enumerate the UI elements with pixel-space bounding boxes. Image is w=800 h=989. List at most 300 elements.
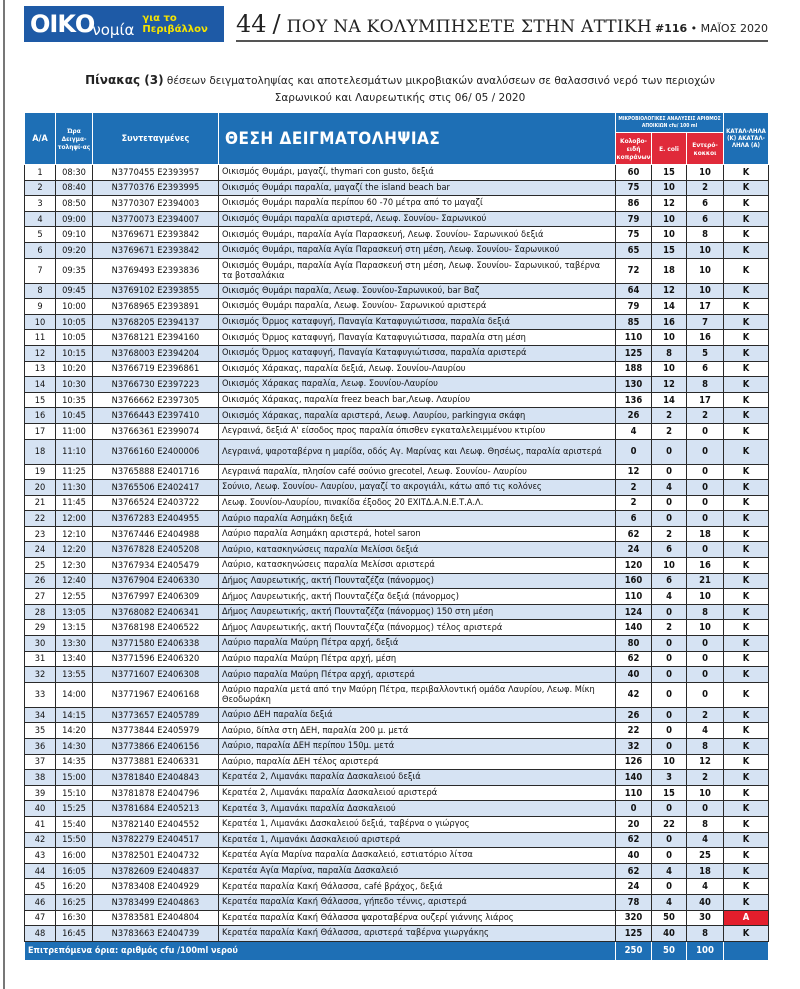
- coordinates: N3783663 E2404739: [93, 926, 219, 942]
- enterococci-value: 8: [687, 816, 724, 832]
- limit-enterococci: 100: [687, 941, 724, 960]
- table-row: [25, 439, 769, 464]
- ecoli-value: 12: [652, 283, 687, 299]
- table-row: [25, 589, 769, 605]
- page-header: [236, 6, 768, 42]
- enterococci-value: 30: [687, 910, 724, 926]
- ecoli-value: 0: [652, 682, 687, 707]
- row-number: 21: [25, 495, 56, 511]
- classification-value: Κ: [724, 408, 769, 424]
- ecoli-value: 0: [652, 739, 687, 755]
- coliforms-value: 32: [616, 739, 652, 755]
- enterococci-value: 7: [687, 314, 724, 330]
- row-number: 45: [25, 879, 56, 895]
- sample-time: 12:20: [56, 542, 93, 558]
- coliforms-value: 60: [616, 165, 652, 181]
- enterococci-value: 8: [687, 604, 724, 620]
- table-row: [25, 330, 769, 346]
- coliforms-value: 40: [616, 667, 652, 683]
- coordinates: N3768003 E2394204: [93, 345, 219, 361]
- header-enterococci: Εντερό-κοκκοι: [687, 133, 724, 165]
- coliforms-value: 20: [616, 816, 652, 832]
- coordinates: N3773657 E2405789: [93, 707, 219, 723]
- sample-time: 10:05: [56, 330, 93, 346]
- ecoli-value: 12: [652, 196, 687, 212]
- table-footer-limits: [25, 941, 769, 960]
- ecoli-value: 0: [652, 707, 687, 723]
- classification-value: Κ: [724, 667, 769, 683]
- enterococci-value: 8: [687, 227, 724, 243]
- table-row: [25, 651, 769, 667]
- enterococci-value: 0: [687, 542, 724, 558]
- coliforms-value: 130: [616, 377, 652, 393]
- classification-value: Κ: [724, 770, 769, 786]
- sampling-location: Λαύριο, δίπλα στη ΔΕΗ, παραλία 200 μ. μετά: [219, 723, 616, 739]
- coordinates: N3773866 E2406156: [93, 739, 219, 755]
- sampling-location: Λαύριο παραλία Μαύρη Πέτρα αρχή, μέση: [219, 651, 616, 667]
- classification-value: Κ: [724, 423, 769, 439]
- table-row: [25, 345, 769, 361]
- ecoli-value: 3: [652, 770, 687, 786]
- sample-time: 12:55: [56, 589, 93, 605]
- classification-value: Κ: [724, 573, 769, 589]
- classification-value: Κ: [724, 299, 769, 315]
- sample-time: 09:00: [56, 211, 93, 227]
- row-number: 3: [25, 196, 56, 212]
- coliforms-value: 42: [616, 682, 652, 707]
- coliforms-value: 75: [616, 180, 652, 196]
- coliforms-value: 160: [616, 573, 652, 589]
- sample-time: 13:55: [56, 667, 93, 683]
- table-row: [25, 848, 769, 864]
- coordinates: N3767283 E2404955: [93, 511, 219, 527]
- classification-value: Κ: [724, 330, 769, 346]
- classification-value: Κ: [724, 926, 769, 942]
- sample-time: 11:30: [56, 480, 93, 496]
- table-body: [25, 165, 769, 942]
- ecoli-value: 0: [652, 651, 687, 667]
- ecoli-value: 0: [652, 511, 687, 527]
- coliforms-value: 125: [616, 926, 652, 942]
- coordinates: N3769671 E2393842: [93, 242, 219, 258]
- table-row: [25, 377, 769, 393]
- sampling-location: Δήμος Λαυρεωτικής, ακτή Πουνταζέζα (πάνορμος): [219, 573, 616, 589]
- table-row: [25, 739, 769, 755]
- sampling-location: Κερατέα Αγία Μαρίνα παραλία Δασκαλειό, εστιατόριο λίτσα: [219, 848, 616, 864]
- sampling-location: Δήμος Λαυρεωτικής, ακτή Πουνταζέζα (πάνορμος) τέλος αριστερά: [219, 620, 616, 636]
- enterococci-value: 8: [687, 739, 724, 755]
- sampling-location: Οικισμός Χάρακας, παραλία δεξιά, Λεωφ. Σουνίου-Λαυρίου: [219, 361, 616, 377]
- header-micro-group: ΜΙΚΡΟΒΙΟΛΟΓΙΚΕΣ ΑΝΑΛΥΣΕΙΣ ΑΡΙΘΜΟΣ ΑΠΟΙΚΙΩΝ cfu/ 100 ml: [616, 113, 724, 133]
- enterococci-value: 10: [687, 258, 724, 283]
- coordinates: N3765506 E2402417: [93, 480, 219, 496]
- table-row: [25, 299, 769, 315]
- enterococci-value: 10: [687, 165, 724, 181]
- sampling-results-table: [24, 112, 769, 961]
- sample-time: 12:40: [56, 573, 93, 589]
- sampling-location: Λαύριο παραλία Ασημάκη δεξιά: [219, 511, 616, 527]
- coordinates: N3771580 E2406338: [93, 636, 219, 652]
- table-row: [25, 754, 769, 770]
- classification-value: Κ: [724, 196, 769, 212]
- classification-value: Κ: [724, 314, 769, 330]
- ecoli-value: 18: [652, 258, 687, 283]
- sampling-location: Κερατέα 2, Λιμανάκι παραλία Δασκαλειού δεξιά: [219, 770, 616, 786]
- sample-time: 16:25: [56, 894, 93, 910]
- sampling-location: Κερατέα 1, Λιμανάκι Δασκαλειού δεξιά, ταβέρνα ο γιώργος: [219, 816, 616, 832]
- sampling-location: Λαύριο ΔΕΗ παραλία δεξιά: [219, 707, 616, 723]
- coliforms-value: 126: [616, 754, 652, 770]
- row-number: 6: [25, 242, 56, 258]
- ecoli-value: 0: [652, 604, 687, 620]
- sample-time: 15:10: [56, 785, 93, 801]
- sample-time: 13:30: [56, 636, 93, 652]
- sampling-location: Οικισμός Θυμάρι παραλία, μαγαζί the island beach bar: [219, 180, 616, 196]
- enterococci-value: 6: [687, 211, 724, 227]
- row-number: 7: [25, 258, 56, 283]
- sampling-location: Κερατέα παραλία Κακή Θάλασσα, αριστερά ταβέρνα γιωργάκης: [219, 926, 616, 942]
- ecoli-value: 10: [652, 180, 687, 196]
- coliforms-value: 12: [616, 464, 652, 480]
- sampling-location: Λαύριο παραλία μετά από την Μαύρη Πέτρα, περιβαλλοντική ομάδα Λαυρίου, Λεωφ. Μίκη Θεοδωράκη: [219, 682, 616, 707]
- classification-value: Κ: [724, 345, 769, 361]
- table-row: [25, 879, 769, 895]
- ecoli-value: 10: [652, 361, 687, 377]
- classification-value: Κ: [724, 211, 769, 227]
- sampling-location: Λεγραινά, δεξιά Α' είσοδος προς παραλία όπισθεν εγκαταλελειμμένου κτιρίου: [219, 423, 616, 439]
- table-row: [25, 863, 769, 879]
- classification-value: Κ: [724, 801, 769, 817]
- classification-value: Κ: [724, 439, 769, 464]
- classification-value: Κ: [724, 392, 769, 408]
- row-number: 40: [25, 801, 56, 817]
- row-number: 28: [25, 604, 56, 620]
- ecoli-value: 10: [652, 227, 687, 243]
- classification-value: Κ: [724, 863, 769, 879]
- sampling-location: Λεγραινά παραλία, πλησίον café σούνιο grecotel, Λεωφ. Σουνίου- Λαυρίου: [219, 464, 616, 480]
- issue-separator: •: [690, 22, 698, 35]
- classification-value: Κ: [724, 526, 769, 542]
- limits-label: Επιτρεπόμενα όρια: αριθμός cfu /100ml νερού: [25, 941, 616, 960]
- classification-value: Κ: [724, 636, 769, 652]
- ecoli-value: 6: [652, 573, 687, 589]
- sample-time: 12:30: [56, 558, 93, 574]
- sample-time: 14:35: [56, 754, 93, 770]
- coliforms-value: 26: [616, 408, 652, 424]
- ecoli-value: 15: [652, 785, 687, 801]
- sampling-location: Οικισμός Θυμάρι, μαγαζί, thymari con gusto, δεξιά: [219, 165, 616, 181]
- sample-time: 10:15: [56, 345, 93, 361]
- coliforms-value: 120: [616, 558, 652, 574]
- coliforms-value: 188: [616, 361, 652, 377]
- sampling-location: Οικισμός Χάρακας, παραλία freez beach bar,Λεωφ. Λαυρίου: [219, 392, 616, 408]
- coordinates: N3782140 E2404552: [93, 816, 219, 832]
- coliforms-value: 110: [616, 589, 652, 605]
- sample-time: 15:50: [56, 832, 93, 848]
- coliforms-value: 26: [616, 707, 652, 723]
- sampling-location: Σούνιο, Λεωφ. Σουνίου- Λαυρίου, μαγαζί το ακρογιάλι, κάτω από τις κολόνες: [219, 480, 616, 496]
- coliforms-value: 136: [616, 392, 652, 408]
- classification-value: Κ: [724, 542, 769, 558]
- sample-time: 08:30: [56, 165, 93, 181]
- magazine-logo: [24, 6, 224, 42]
- sampling-location: Οικισμός Θυμάρι, παραλία Αγία Παρασκευή στη μέση, Λεωφ. Σουνίου- Σαρωνικού, ταβέρνα τα βοτσαλάκια: [219, 258, 616, 283]
- ecoli-value: 0: [652, 879, 687, 895]
- coliforms-value: 79: [616, 211, 652, 227]
- limit-classification-empty: [724, 941, 769, 960]
- enterococci-value: 0: [687, 480, 724, 496]
- sample-time: 11:00: [56, 423, 93, 439]
- enterococci-value: 8: [687, 926, 724, 942]
- sample-time: 16:05: [56, 863, 93, 879]
- enterococci-value: 2: [687, 770, 724, 786]
- issue-date: ΜΑΪΟΣ 2020: [700, 22, 768, 35]
- sample-time: 09:10: [56, 227, 93, 243]
- sample-time: 10:30: [56, 377, 93, 393]
- row-number: 43: [25, 848, 56, 864]
- ecoli-value: 0: [652, 801, 687, 817]
- row-number: 1: [25, 165, 56, 181]
- row-number: 15: [25, 392, 56, 408]
- sample-time: 13:40: [56, 651, 93, 667]
- coordinates: N3768965 E2393891: [93, 299, 219, 315]
- classification-value: Κ: [724, 558, 769, 574]
- coliforms-value: 62: [616, 863, 652, 879]
- sample-time: 10:00: [56, 299, 93, 315]
- row-number: 9: [25, 299, 56, 315]
- enterococci-value: 4: [687, 723, 724, 739]
- logo-tagline-line1: για το: [142, 13, 177, 24]
- coordinates: N3771607 E2406308: [93, 667, 219, 683]
- row-number: 26: [25, 573, 56, 589]
- row-number: 11: [25, 330, 56, 346]
- coordinates: N3770455 E2393957: [93, 165, 219, 181]
- row-number: 36: [25, 739, 56, 755]
- ecoli-value: 10: [652, 558, 687, 574]
- coordinates: N3768121 E2394160: [93, 330, 219, 346]
- coordinates: N3769493 E2393836: [93, 258, 219, 283]
- coordinates: N3769671 E2393842: [93, 227, 219, 243]
- header-aa: Α/Α: [25, 113, 56, 165]
- ecoli-value: 40: [652, 926, 687, 942]
- ecoli-value: 14: [652, 392, 687, 408]
- coordinates: N3783499 E2404863: [93, 894, 219, 910]
- classification-value: Κ: [724, 283, 769, 299]
- coordinates: N3767934 E2405479: [93, 558, 219, 574]
- sample-time: 08:50: [56, 196, 93, 212]
- sample-time: 11:25: [56, 464, 93, 480]
- table-row: [25, 408, 769, 424]
- coordinates: N3766719 E2396861: [93, 361, 219, 377]
- coordinates: N3766662 E2397305: [93, 392, 219, 408]
- sampling-location: Κερατέα 1, Λιμανάκι Δασκαλειού αριστερά: [219, 832, 616, 848]
- enterococci-value: 10: [687, 589, 724, 605]
- sample-time: 16:45: [56, 926, 93, 942]
- enterococci-value: 17: [687, 299, 724, 315]
- enterococci-value: 12: [687, 754, 724, 770]
- ecoli-value: 16: [652, 314, 687, 330]
- coliforms-value: 6: [616, 511, 652, 527]
- sampling-location: Οικισμός Χάρακας παραλία, Λεωφ. Σουνίου-Λαυρίου: [219, 377, 616, 393]
- row-number: 38: [25, 770, 56, 786]
- issue-info: [655, 23, 768, 36]
- enterococci-value: 0: [687, 682, 724, 707]
- classification-value: Κ: [724, 682, 769, 707]
- row-number: 31: [25, 651, 56, 667]
- enterococci-value: 6: [687, 196, 724, 212]
- table-row: [25, 480, 769, 496]
- classification-value: Κ: [724, 464, 769, 480]
- coliforms-value: 78: [616, 894, 652, 910]
- coordinates: N3767997 E2406309: [93, 589, 219, 605]
- sampling-location: Οικισμός Όρμος καταφυγή, Παναγία Καταφυγιώτισσα, παραλία δεξιά: [219, 314, 616, 330]
- row-number: 12: [25, 345, 56, 361]
- sample-time: 14:30: [56, 739, 93, 755]
- classification-value: Κ: [724, 739, 769, 755]
- coordinates: N3782609 E2404837: [93, 863, 219, 879]
- coliforms-value: 0: [616, 801, 652, 817]
- table-row: [25, 542, 769, 558]
- coliforms-value: 2: [616, 480, 652, 496]
- classification-value: Κ: [724, 848, 769, 864]
- coordinates: N3783581 E2404804: [93, 910, 219, 926]
- table-row: [25, 196, 769, 212]
- sample-time: 15:00: [56, 770, 93, 786]
- coliforms-value: 22: [616, 723, 652, 739]
- classification-value: Κ: [724, 816, 769, 832]
- table-row: [25, 682, 769, 707]
- classification-value: Κ: [724, 754, 769, 770]
- sampling-location: Δήμος Λαυρεωτικής, ακτή Πουνταζέζα (πάνορμος) 150 στη μέση: [219, 604, 616, 620]
- enterococci-value: 16: [687, 330, 724, 346]
- coliforms-value: 140: [616, 770, 652, 786]
- sample-time: 15:25: [56, 801, 93, 817]
- coliforms-value: 125: [616, 345, 652, 361]
- enterococci-value: 2: [687, 180, 724, 196]
- ecoli-value: 4: [652, 589, 687, 605]
- sample-time: 09:35: [56, 258, 93, 283]
- page-slash: /: [272, 10, 281, 38]
- ecoli-value: 10: [652, 330, 687, 346]
- classification-value: Κ: [724, 495, 769, 511]
- coliforms-value: 62: [616, 832, 652, 848]
- coordinates: N3770376 E2393995: [93, 180, 219, 196]
- table-row: [25, 180, 769, 196]
- sample-time: 12:00: [56, 511, 93, 527]
- row-number: 2: [25, 180, 56, 196]
- ecoli-value: 15: [652, 165, 687, 181]
- sampling-location: Λαύριο, κατασκηνώσεις παραλία Μελίσσι δεξιά: [219, 542, 616, 558]
- sample-time: 14:00: [56, 682, 93, 707]
- coliforms-value: 2: [616, 495, 652, 511]
- row-number: 16: [25, 408, 56, 424]
- row-number: 29: [25, 620, 56, 636]
- enterococci-value: 8: [687, 377, 724, 393]
- ecoli-value: 4: [652, 863, 687, 879]
- table-row: [25, 526, 769, 542]
- ecoli-value: 0: [652, 464, 687, 480]
- classification-value: Κ: [724, 894, 769, 910]
- enterococci-value: 5: [687, 345, 724, 361]
- table-row: [25, 392, 769, 408]
- ecoli-value: 6: [652, 542, 687, 558]
- row-number: 41: [25, 816, 56, 832]
- enterococci-value: 4: [687, 879, 724, 895]
- ecoli-value: 14: [652, 299, 687, 315]
- page-title: ΠΟΥ ΝΑ ΚΟΛΥΜΠΗΣΕΤΕ ΣΤΗΝ ΑΤΤΙΚΗ: [286, 17, 653, 37]
- sample-time: 10:05: [56, 314, 93, 330]
- sampling-location: Οικισμός Θυμάρι παραλία, Λεωφ. Σουνίου- Σαρωνικού αριστερά: [219, 299, 616, 315]
- row-number: 48: [25, 926, 56, 942]
- row-number: 5: [25, 227, 56, 243]
- sampling-location: Λαύριο, παραλία ΔΕΗ τέλος αριστερά: [219, 754, 616, 770]
- sampling-location: Κερατέα 2, Λιμανάκι παραλία Δασκαλειού αριστερά: [219, 785, 616, 801]
- table-row: [25, 785, 769, 801]
- table-row: [25, 314, 769, 330]
- table-row: [25, 636, 769, 652]
- page-margin-rule: [3, 0, 5, 989]
- header-coordinates: Συντεταγμένες: [93, 113, 219, 165]
- table-row: [25, 604, 769, 620]
- sample-time: 11:10: [56, 439, 93, 464]
- sample-time: 10:45: [56, 408, 93, 424]
- ecoli-value: 15: [652, 242, 687, 258]
- classification-value: Κ: [724, 785, 769, 801]
- coliforms-value: 320: [616, 910, 652, 926]
- enterococci-value: 18: [687, 863, 724, 879]
- sampling-location: Λεγραινά, ψαροταβέρνα η μαρίδα, οδός Αγ. Μαρίνας και Λεωφ. Θησέως, παραλία αριστερά: [219, 439, 616, 464]
- row-number: 44: [25, 863, 56, 879]
- enterococci-value: 0: [687, 464, 724, 480]
- coordinates: N3769102 E2393855: [93, 283, 219, 299]
- classification-value: Α: [724, 910, 769, 926]
- sample-time: 16:00: [56, 848, 93, 864]
- row-number: 35: [25, 723, 56, 739]
- coordinates: N3765888 E2401716: [93, 464, 219, 480]
- classification-value: Κ: [724, 832, 769, 848]
- coliforms-value: 4: [616, 423, 652, 439]
- coordinates: N3770307 E2394003: [93, 196, 219, 212]
- enterococci-value: 0: [687, 495, 724, 511]
- coordinates: N3767904 E2406330: [93, 573, 219, 589]
- coordinates: N3767446 E2404988: [93, 526, 219, 542]
- ecoli-value: 0: [652, 723, 687, 739]
- table-row: [25, 423, 769, 439]
- sampling-location: Λεωφ. Σουνίου-Λαυρίου, πινακίδα έξοδος 20 EXITΔ.Α.Ν.Ε.Τ.Α.Λ.: [219, 495, 616, 511]
- enterococci-value: 10: [687, 785, 724, 801]
- row-number: 34: [25, 707, 56, 723]
- classification-value: Κ: [724, 258, 769, 283]
- enterococci-value: 2: [687, 408, 724, 424]
- sampling-location: Λαύριο παραλία Μαύρη Πέτρα αρχή, δεξιά: [219, 636, 616, 652]
- row-number: 19: [25, 464, 56, 480]
- ecoli-value: 0: [652, 667, 687, 683]
- table-row: [25, 894, 769, 910]
- table-row: [25, 910, 769, 926]
- enterococci-value: 25: [687, 848, 724, 864]
- table-row: [25, 464, 769, 480]
- sample-time: 15:40: [56, 816, 93, 832]
- table-caption: [60, 72, 740, 107]
- row-number: 24: [25, 542, 56, 558]
- table-row: [25, 816, 769, 832]
- coordinates: N3782501 E2404732: [93, 848, 219, 864]
- table-row: [25, 620, 769, 636]
- coliforms-value: 0: [616, 439, 652, 464]
- sample-time: 08:40: [56, 180, 93, 196]
- table-row: [25, 511, 769, 527]
- coliforms-value: 64: [616, 283, 652, 299]
